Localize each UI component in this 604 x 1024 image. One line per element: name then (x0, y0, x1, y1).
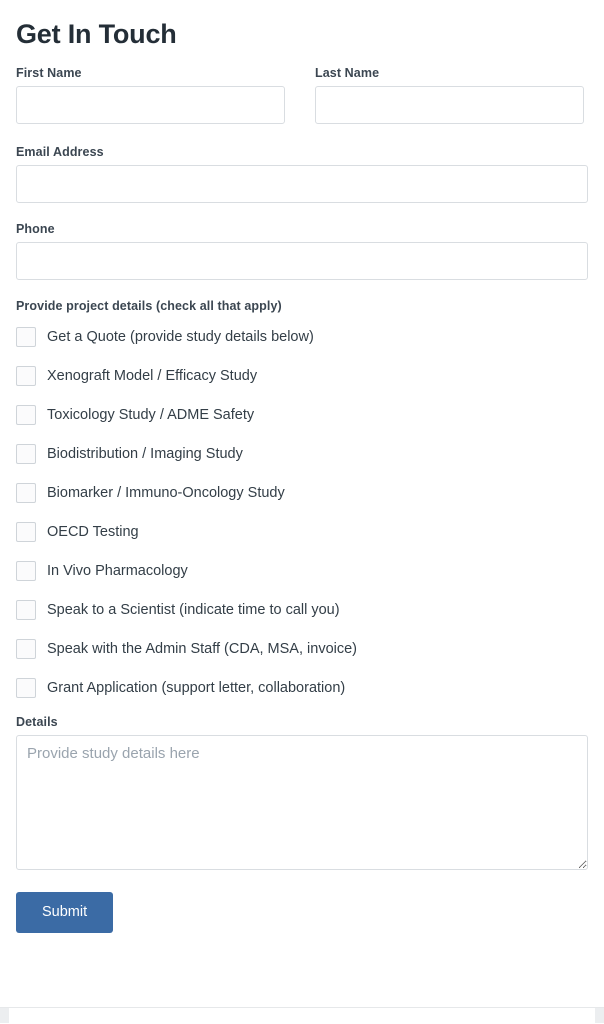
checkbox-label: Toxicology Study / ADME Safety (47, 406, 255, 423)
first-name-label: First Name (16, 66, 82, 81)
checkbox-icon[interactable] (16, 522, 36, 542)
bottom-edge-left (0, 1008, 9, 1023)
page-title: Get In Touch (16, 19, 177, 49)
checkbox-icon[interactable] (16, 444, 36, 464)
checkbox-label: Speak to a Scientist (indicate time to call you) (47, 601, 340, 618)
checkbox-icon[interactable] (16, 678, 36, 698)
first-name-input[interactable] (16, 86, 285, 124)
checkbox-option-grant-application[interactable] (16, 674, 588, 701)
checkbox-option-speak-to-a-scientist[interactable] (16, 596, 588, 623)
page-bottom-edge (0, 1007, 604, 1024)
checkbox-option-xenograft-model[interactable] (16, 362, 588, 389)
email-field[interactable] (16, 165, 588, 203)
checkbox-label: In Vivo Pharmacology (47, 562, 188, 579)
name-row (16, 66, 588, 124)
checkbox-label: Speak with the Admin Staff (CDA, MSA, invoice) (47, 640, 358, 657)
checkbox-label: Biomarker / Immuno-Oncology Study (47, 484, 285, 501)
checkbox-label: Get a Quote (provide study details below) (47, 328, 314, 345)
project-details-checkbox-group (16, 299, 588, 701)
checkbox-label: Biodistribution / Imaging Study (47, 445, 243, 462)
checkbox-icon[interactable] (16, 405, 36, 425)
checkbox-option-oecd-testing[interactable] (16, 518, 588, 545)
checkbox-group-label: Provide project details (check all that apply) (16, 299, 282, 314)
phone-label: Phone (16, 222, 55, 237)
details-label: Details (16, 715, 58, 730)
checkbox-label: Xenograft Model / Efficacy Study (47, 367, 258, 384)
details-field-group (16, 715, 588, 870)
checkbox-option-toxicology-study[interactable] (16, 401, 588, 428)
details-textarea[interactable] (16, 735, 588, 870)
email-label: Email Address (16, 145, 104, 160)
checkbox-label: OECD Testing (47, 523, 139, 540)
checkbox-icon[interactable] (16, 600, 36, 620)
checkbox-icon[interactable] (16, 639, 36, 659)
last-name-field-group (315, 66, 584, 124)
checkbox-option-get-a-quote[interactable] (16, 323, 588, 350)
checkbox-option-speak-with-admin-staff[interactable] (16, 635, 588, 662)
checkbox-label: Grant Application (support letter, collaboration) (47, 679, 346, 696)
checkbox-option-biomarker-immuno-oncology[interactable] (16, 479, 588, 506)
first-name-field-group (16, 66, 285, 124)
checkbox-option-biodistribution-imaging[interactable] (16, 440, 588, 467)
submit-button[interactable]: Submit (16, 892, 113, 933)
checkbox-icon[interactable] (16, 327, 36, 347)
phone-field[interactable] (16, 242, 588, 280)
checkbox-icon[interactable] (16, 561, 36, 581)
email-field-group (16, 145, 588, 203)
bottom-edge-right (595, 1008, 604, 1023)
checkbox-icon[interactable] (16, 483, 36, 503)
last-name-label: Last Name (315, 66, 380, 81)
last-name-input[interactable] (315, 86, 584, 124)
checkbox-icon[interactable] (16, 366, 36, 386)
checkbox-option-in-vivo-pharmacology[interactable] (16, 557, 588, 584)
phone-field-group (16, 222, 588, 280)
